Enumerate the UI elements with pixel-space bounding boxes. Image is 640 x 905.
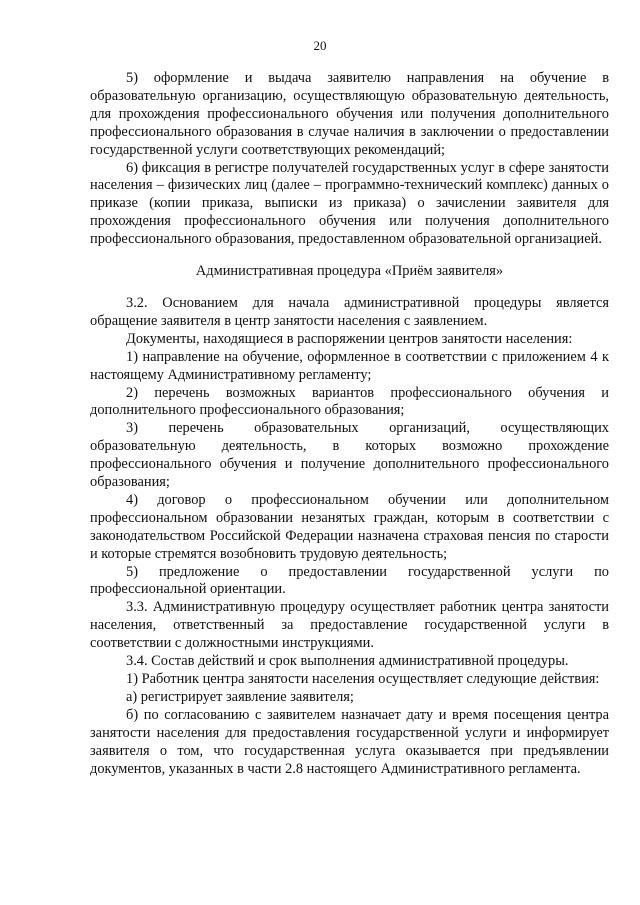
- document-list-item-1: 1) направление на обучение, оформленное в соответствии с приложением 4 к настоящему Административному регламенту;: [90, 348, 609, 383]
- action-subitem-b: б) по согласованию с заявителем назначает дату и время посещения центра занятости населения для предоставления государственной услуги и информирует заявителя о том, что государственная услуга оказывается при предъявлении документов, указанных в части 2.8 настоящего Административного регламента.: [90, 706, 609, 777]
- paragraph-3-3: 3.3. Административную процедуру осуществляет работник центра занятости населения, ответственный за предоставление государственной услуги в соответствии с должностными инструкциями.: [90, 599, 609, 652]
- document-list-item-3: 3) перечень образовательных организаций, осуществляющих образовательную деятельность, в которых возможно прохождение профессионального обучения и получение дополнительного профессионального образования;: [90, 420, 609, 491]
- action-subitem-a: а) регистрирует заявление заявителя;: [126, 688, 354, 705]
- paragraph-3-2: 3.2. Основанием для начала административной процедуры является обращение заявителя в центр занятости населения с заявлением.: [90, 294, 609, 329]
- section-heading: Административная процедура «Приём заявителя»: [195, 263, 504, 280]
- document-list-item-2: 2) перечень возможных вариантов профессионального обучения и дополнительного профессионального образования;: [90, 384, 609, 419]
- action-item-1: 1) Работник центра занятости населения осуществляет следующие действия:: [126, 671, 600, 687]
- paragraph-documents-intro: Документы, находящиеся в распоряжении центров занятости населения:: [126, 330, 573, 347]
- document-list-item-5: 5) предложение о предоставлении государственной услуги по профессиональной ориентации.: [90, 563, 609, 598]
- paragraph-3-4: 3.4. Состав действий и срок выполнения административной процедуры.: [126, 653, 569, 670]
- document-body: [90, 70, 609, 778]
- page-number: 20: [313, 38, 327, 53]
- paragraph-item-6: 6) фиксация в регистре получателей государственных услуг в сфере занятости населения – физических лиц (далее – программно-технический комплекс) данных о приказе (копии приказа, выписки из приказа) о зачислении заявителя для прохождения профессионального обучения или получения дополнительного профессионального образования, предоставленном образовательной организацией.: [90, 159, 609, 248]
- paragraph-item-5: 5) оформление и выдача заявителю направления на обучение в образовательную организацию, осуществляющую образовательную деятельность, для прохождения профессионального обучения или получения дополнительного профессионального образования в случае наличия в заключении о предоставлении государственной услуги соответствующих рекомендаций;: [90, 70, 609, 158]
- document-list-item-4: 4) договор о профессиональном обучении или дополнительном профессиональном образовании незанятых граждан, которым в соответствии с законодательством Российской Федерации назначена страховая пенсия по старости и которые стремятся возобновить трудовую деятельность;: [90, 491, 609, 562]
